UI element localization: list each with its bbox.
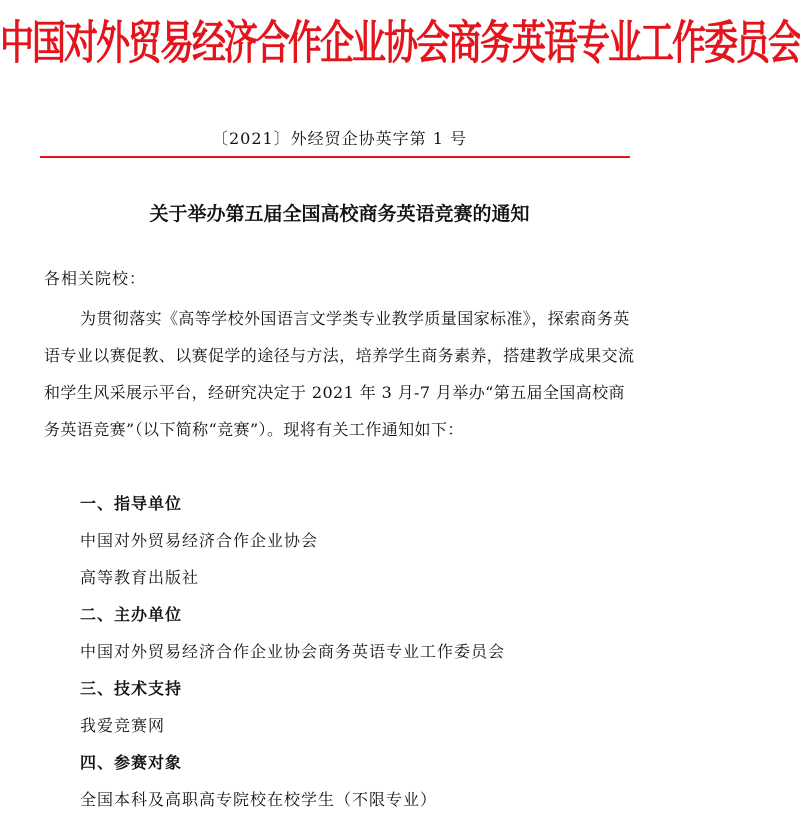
section-item: 中国对外贸易经济合作企业协会商务英语专业工作委员会 <box>80 642 506 661</box>
section-heading: 三、技术支持 <box>80 679 183 698</box>
letterhead: 中国对外贸易经济合作企业协会商务英语专业工作委员会 <box>0 16 800 71</box>
section-item: 我爱竞赛网 <box>80 716 166 735</box>
body-paragraph: 为贯彻落实《高等学校外国语言文学类专业教学质量国家标准》，探索商务英语专业以赛促教、以赛促学的途径与方法，培养学生商务素养，搭建教学成果交流和学生风采展示平台，经研究决定于 2021 年 3 月-7 月举办“第五届全国高校商务英语竞赛”（以下简称“竞赛”）。现将有关工作通知如下： <box>44 309 635 439</box>
greeting: 各相关院校： <box>44 269 147 288</box>
section-item: 中国对外贸易经济合作企业协会 <box>80 531 319 550</box>
red-divider <box>40 156 630 158</box>
section-1 <box>80 485 640 596</box>
section-item: 全国本科及高职高专院校在校学生（不限专业） <box>80 790 438 809</box>
body-text <box>44 300 636 448</box>
section-3 <box>80 670 640 744</box>
document-number: 〔2021〕外经贸企协英字第 1 号 <box>211 129 468 148</box>
section-heading: 一、指导单位 <box>80 494 183 513</box>
section-4 <box>80 744 640 818</box>
sections <box>80 485 640 818</box>
section-item: 高等教育出版社 <box>80 568 200 587</box>
notice-title: 关于举办第五届全国高校商务英语竞赛的通知 <box>149 203 530 225</box>
section-2 <box>80 596 640 670</box>
section-heading: 二、主办单位 <box>80 605 183 624</box>
section-heading: 四、参赛对象 <box>80 753 183 772</box>
